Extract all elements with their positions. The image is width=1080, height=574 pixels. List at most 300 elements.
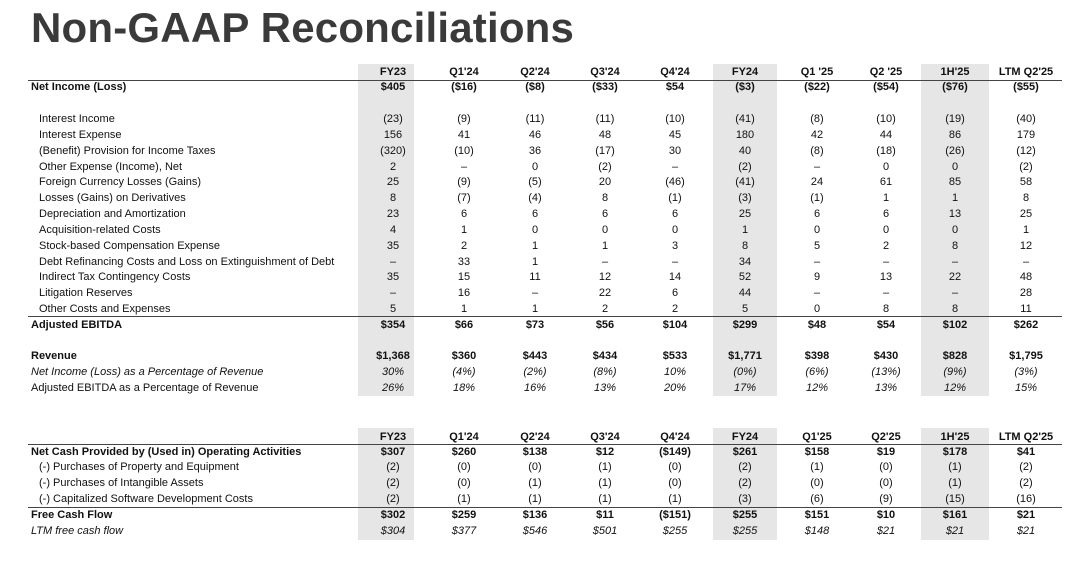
table-cell: 8 bbox=[951, 303, 959, 315]
table-cell: (0) bbox=[879, 461, 893, 473]
table-cell: $255 bbox=[662, 525, 688, 537]
table-cell: 30 bbox=[668, 145, 682, 157]
table-cell: 1 bbox=[531, 240, 539, 252]
table-cell: (15) bbox=[945, 493, 965, 505]
col-header: Q2'24 bbox=[520, 66, 550, 78]
table-cell: 16% bbox=[523, 382, 547, 394]
row-label: Indirect Tax Contingency Costs bbox=[39, 271, 191, 283]
row-label: Stock-based Compensation Expense bbox=[39, 240, 220, 252]
table-cell: 13% bbox=[593, 382, 617, 394]
table-cell: $299 bbox=[732, 319, 758, 331]
table-cell: $161 bbox=[942, 509, 968, 521]
table-cell: 44 bbox=[738, 287, 752, 299]
table-cell: $398 bbox=[804, 350, 830, 362]
table-cell: (0) bbox=[457, 477, 471, 489]
table-cell: $66 bbox=[454, 319, 474, 331]
table-cell: (2) bbox=[738, 161, 752, 173]
table-cell: (2) bbox=[386, 477, 400, 489]
table-cell: $21 bbox=[1016, 509, 1036, 521]
table-cell: (6) bbox=[810, 493, 824, 505]
table-cell: 22 bbox=[598, 287, 612, 299]
table-cell: 61 bbox=[879, 176, 893, 188]
table-cell: 5 bbox=[389, 303, 397, 315]
table-cell: $377 bbox=[451, 525, 477, 537]
col-header: Q2'25 bbox=[871, 431, 901, 443]
table-cell: (2) bbox=[738, 477, 752, 489]
table-cell: ($54) bbox=[873, 81, 899, 93]
table-cell: 15% bbox=[1014, 382, 1038, 394]
table-cell: (26) bbox=[945, 145, 965, 157]
table-cell: 6 bbox=[671, 287, 679, 299]
table-cell: (9) bbox=[457, 176, 471, 188]
col-header: FY24 bbox=[731, 431, 759, 443]
table-cell: (3) bbox=[738, 192, 752, 204]
table-cell: 5 bbox=[741, 303, 749, 315]
table-cell: (12) bbox=[1016, 145, 1036, 157]
row-label: Other Costs and Expenses bbox=[39, 303, 171, 315]
table-cell: (11) bbox=[595, 113, 615, 125]
table-cell: 30% bbox=[381, 366, 405, 378]
table-cell: (40) bbox=[1016, 113, 1036, 125]
table-cell: (8) bbox=[810, 145, 824, 157]
table-cell: ($33) bbox=[592, 81, 618, 93]
table-cell: ($16) bbox=[451, 81, 477, 93]
table-cell: (2) bbox=[738, 461, 752, 473]
table-cell: (2%) bbox=[523, 366, 547, 378]
table-cell: (17) bbox=[595, 145, 615, 157]
table-cell: $158 bbox=[804, 446, 830, 458]
table-cell: $178 bbox=[942, 446, 968, 458]
table-cell: 8 bbox=[951, 240, 959, 252]
table-row bbox=[0, 492, 1080, 507]
table-cell: (9%) bbox=[943, 366, 967, 378]
table-cell: 34 bbox=[738, 256, 752, 268]
table-header-2 bbox=[0, 430, 1080, 445]
table-cell: ($151) bbox=[659, 509, 691, 521]
table-cell: 12% bbox=[943, 382, 967, 394]
table-cell: 6 bbox=[460, 208, 468, 220]
table-cell: 179 bbox=[1016, 129, 1036, 141]
table-cell: $54 bbox=[665, 81, 685, 93]
table-cell: (1) bbox=[528, 477, 542, 489]
row-label: LTM free cash flow bbox=[31, 525, 124, 537]
table-cell: (1) bbox=[948, 461, 962, 473]
table-cell: 48 bbox=[598, 129, 612, 141]
table-cell: 14 bbox=[668, 271, 682, 283]
table-cell: 18% bbox=[452, 382, 476, 394]
table-cell: (2) bbox=[386, 493, 400, 505]
table-cell: (10) bbox=[454, 145, 474, 157]
table-cell: 58 bbox=[1019, 176, 1033, 188]
table-cell: (0%) bbox=[733, 366, 757, 378]
col-header: Q2 '25 bbox=[869, 66, 903, 78]
row-label: (-) Purchases of Intangible Assets bbox=[39, 477, 204, 489]
table-cell: 2 bbox=[601, 303, 609, 315]
table-cell: (9) bbox=[457, 113, 471, 125]
table-cell: (1) bbox=[668, 493, 682, 505]
table-cell: ($76) bbox=[942, 81, 968, 93]
table-cell: (41) bbox=[735, 113, 755, 125]
col-header: Q1 '25 bbox=[800, 66, 834, 78]
table-cell: (18) bbox=[876, 145, 896, 157]
table-cell: – bbox=[460, 161, 468, 173]
table-cell: $261 bbox=[732, 446, 758, 458]
table-cell: 1 bbox=[531, 303, 539, 315]
table-cell: (11) bbox=[525, 113, 545, 125]
table-cell: $56 bbox=[595, 319, 615, 331]
row-label: Interest Expense bbox=[39, 129, 122, 141]
table-cell: $304 bbox=[380, 525, 406, 537]
table-row bbox=[0, 223, 1080, 238]
table-cell: 20% bbox=[663, 382, 687, 394]
table-cell: 22 bbox=[948, 271, 962, 283]
table-cell: – bbox=[951, 256, 959, 268]
table-cell: $430 bbox=[873, 350, 899, 362]
table-cell: 0 bbox=[882, 161, 890, 173]
table-cell: $443 bbox=[522, 350, 548, 362]
row-label: Net Income (Loss) bbox=[31, 81, 127, 93]
table-cell: 16 bbox=[457, 287, 471, 299]
table-cell: 8 bbox=[741, 240, 749, 252]
table-cell: 40 bbox=[738, 145, 752, 157]
table-row bbox=[0, 286, 1080, 301]
table-row bbox=[0, 175, 1080, 190]
table-cell: (1) bbox=[457, 493, 471, 505]
table-cell: (1) bbox=[598, 477, 612, 489]
table-cell: – bbox=[389, 287, 397, 299]
table-cell: (0) bbox=[528, 461, 542, 473]
table-cell: (0) bbox=[879, 477, 893, 489]
table-row bbox=[0, 207, 1080, 222]
table-cell: 2 bbox=[671, 303, 679, 315]
table-cell: 23 bbox=[386, 208, 400, 220]
col-header: Q3'24 bbox=[590, 66, 620, 78]
table-row bbox=[0, 460, 1080, 475]
row-label: Acquisition-related Costs bbox=[39, 224, 161, 236]
table-cell: $21 bbox=[1016, 525, 1036, 537]
table-cell: $260 bbox=[451, 446, 477, 458]
table-cell: $102 bbox=[942, 319, 968, 331]
table-cell: 1 bbox=[741, 224, 749, 236]
row-label: Losses (Gains) on Derivatives bbox=[39, 192, 186, 204]
table-cell: (320) bbox=[380, 145, 406, 157]
table-cell: 9 bbox=[813, 271, 821, 283]
table-cell: 8 bbox=[389, 192, 397, 204]
table-cell: (1) bbox=[810, 461, 824, 473]
table-cell: 17% bbox=[733, 382, 757, 394]
table-cell: $148 bbox=[804, 525, 830, 537]
table-cell: $1,795 bbox=[1009, 350, 1043, 362]
table-cell: (2) bbox=[386, 461, 400, 473]
table-cell: 46 bbox=[528, 129, 542, 141]
table-cell: 86 bbox=[948, 129, 962, 141]
table-cell: $138 bbox=[522, 446, 548, 458]
row-label: (Benefit) Provision for Income Taxes bbox=[39, 145, 216, 157]
table-cell: 1 bbox=[460, 224, 468, 236]
table-cell: 6 bbox=[531, 208, 539, 220]
table-cell: 0 bbox=[671, 224, 679, 236]
table-cell: $41 bbox=[1016, 446, 1036, 458]
table-cell: 33 bbox=[457, 256, 471, 268]
table-cell: 13 bbox=[879, 271, 893, 283]
table-row bbox=[0, 524, 1080, 539]
table-cell: $360 bbox=[451, 350, 477, 362]
table-cell: 2 bbox=[389, 161, 397, 173]
table-cell: ($3) bbox=[735, 81, 755, 93]
table-cell: 35 bbox=[386, 240, 400, 252]
table-cell: – bbox=[813, 287, 821, 299]
table-cell: $10 bbox=[876, 509, 896, 521]
row-label: (-) Purchases of Property and Equipment bbox=[39, 461, 239, 473]
table-cell: 25 bbox=[1019, 208, 1033, 220]
row-label: Foreign Currency Losses (Gains) bbox=[39, 176, 202, 188]
table-cell: (0) bbox=[668, 461, 682, 473]
table-row bbox=[0, 508, 1080, 523]
table-cell: $12 bbox=[595, 446, 615, 458]
row-label: (-) Capitalized Software Development Costs bbox=[39, 493, 253, 505]
table-cell: 28 bbox=[1019, 287, 1033, 299]
table-cell: – bbox=[813, 256, 821, 268]
table-cell: $1,771 bbox=[728, 350, 762, 362]
table-row bbox=[0, 128, 1080, 143]
row-label: Adjusted EBITDA as a Percentage of Revenue bbox=[31, 382, 259, 394]
table-cell: 12% bbox=[805, 382, 829, 394]
row-label: Other Expense (Income), Net bbox=[39, 161, 183, 173]
table-cell: 8 bbox=[601, 192, 609, 204]
table-cell: (0) bbox=[457, 461, 471, 473]
table-cell: (19) bbox=[945, 113, 965, 125]
table-cell: – bbox=[882, 287, 890, 299]
col-header: 1H'25 bbox=[940, 431, 970, 443]
table-cell: (46) bbox=[665, 176, 685, 188]
table-cell: (2) bbox=[598, 161, 612, 173]
table-row bbox=[0, 239, 1080, 254]
table-cell: 156 bbox=[383, 129, 403, 141]
table-cell: – bbox=[671, 161, 679, 173]
table-row bbox=[0, 80, 1080, 95]
table-cell: (0) bbox=[810, 477, 824, 489]
table-cell: (4) bbox=[528, 192, 542, 204]
table-cell: 0 bbox=[531, 161, 539, 173]
table-cell: (4%) bbox=[452, 366, 476, 378]
table-cell: 20 bbox=[598, 176, 612, 188]
table-cell: $151 bbox=[804, 509, 830, 521]
row-label: Depreciation and Amortization bbox=[39, 208, 186, 220]
row-label: Free Cash Flow bbox=[31, 509, 113, 521]
table-cell: 25 bbox=[386, 176, 400, 188]
table-cell: 1 bbox=[460, 303, 468, 315]
table-cell: 8 bbox=[1022, 192, 1030, 204]
col-header: FY23 bbox=[379, 431, 407, 443]
table-cell: $11 bbox=[596, 509, 614, 521]
table-cell: 48 bbox=[1019, 271, 1033, 283]
table-cell: 0 bbox=[951, 161, 959, 173]
table-cell: $307 bbox=[380, 446, 406, 458]
table-cell: $302 bbox=[380, 509, 406, 521]
table-cell: 1 bbox=[601, 240, 609, 252]
table-cell: $255 bbox=[732, 525, 758, 537]
table-cell: (2) bbox=[1019, 161, 1033, 173]
table-cell: (41) bbox=[735, 176, 755, 188]
table-cell: (3) bbox=[738, 493, 752, 505]
table-cell: 26% bbox=[381, 382, 405, 394]
table-cell: 36 bbox=[528, 145, 542, 157]
table-cell: 3 bbox=[671, 240, 679, 252]
col-header: Q3'24 bbox=[590, 431, 620, 443]
table-cell: ($8) bbox=[525, 81, 545, 93]
table-cell: (1) bbox=[948, 477, 962, 489]
table-cell: $21 bbox=[876, 525, 896, 537]
table-cell: (1) bbox=[528, 493, 542, 505]
col-header: FY24 bbox=[731, 66, 759, 78]
table-cell: (2) bbox=[1019, 461, 1033, 473]
table-cell: $136 bbox=[522, 509, 548, 521]
table-cell: 0 bbox=[813, 303, 821, 315]
table-row bbox=[0, 381, 1080, 396]
table-cell: 4 bbox=[389, 224, 397, 236]
table-cell: $1,368 bbox=[376, 350, 410, 362]
table-cell: 0 bbox=[951, 224, 959, 236]
table-cell: 15 bbox=[457, 271, 471, 283]
table-cell: (9) bbox=[879, 493, 893, 505]
table-cell: 52 bbox=[738, 271, 752, 283]
table-cell: (0) bbox=[668, 477, 682, 489]
table-cell: ($55) bbox=[1013, 81, 1039, 93]
table-cell: $828 bbox=[942, 350, 968, 362]
table-cell: (5) bbox=[528, 176, 542, 188]
table-cell: (2) bbox=[1019, 477, 1033, 489]
table-cell: $104 bbox=[662, 319, 688, 331]
table-cell: – bbox=[1022, 256, 1030, 268]
table-cell: (23) bbox=[383, 113, 403, 125]
table-cell: 13% bbox=[874, 382, 898, 394]
table-cell: 35 bbox=[386, 271, 400, 283]
table-cell: – bbox=[813, 161, 821, 173]
col-header: Q4'24 bbox=[660, 431, 690, 443]
col-header: FY23 bbox=[379, 66, 407, 78]
table-row bbox=[0, 365, 1080, 380]
table-cell: (10) bbox=[665, 113, 685, 125]
col-header: Q2'24 bbox=[520, 431, 550, 443]
table-cell: – bbox=[951, 287, 959, 299]
table-cell: $501 bbox=[592, 525, 618, 537]
table-cell: (1) bbox=[598, 461, 612, 473]
table-cell: 44 bbox=[879, 129, 893, 141]
table-cell: $73 bbox=[525, 319, 545, 331]
table-cell: ($149) bbox=[659, 446, 691, 458]
table-cell: 1 bbox=[882, 192, 890, 204]
table-cell: 45 bbox=[668, 129, 682, 141]
table-cell: 2 bbox=[460, 240, 468, 252]
table-cell: 25 bbox=[738, 208, 752, 220]
table-cell: 1 bbox=[951, 192, 959, 204]
col-header: LTM Q2'25 bbox=[998, 66, 1054, 78]
table-cell: 11 bbox=[1020, 303, 1032, 315]
row-label: Revenue bbox=[31, 350, 77, 362]
table-cell: 6 bbox=[671, 208, 679, 220]
table-cell: – bbox=[601, 256, 609, 268]
table-cell: $255 bbox=[732, 509, 758, 521]
row-label: Litigation Reserves bbox=[39, 287, 133, 299]
table-cell: 1 bbox=[1022, 224, 1030, 236]
table-cell: 5 bbox=[813, 240, 821, 252]
table-cell: $48 bbox=[807, 319, 827, 331]
col-header: LTM Q2'25 bbox=[998, 431, 1054, 443]
table-cell: 0 bbox=[813, 224, 821, 236]
table-cell: (1) bbox=[810, 192, 824, 204]
table-cell: $21 bbox=[945, 525, 965, 537]
table-cell: 1 bbox=[531, 256, 539, 268]
table-cell: (10) bbox=[876, 113, 896, 125]
table-cell: $434 bbox=[592, 350, 618, 362]
table-cell: $546 bbox=[522, 525, 548, 537]
table-cell: 41 bbox=[457, 129, 471, 141]
row-label: Interest Income bbox=[39, 113, 115, 125]
table-cell: 8 bbox=[882, 303, 890, 315]
table-cell: 10% bbox=[663, 366, 687, 378]
table-cell: (6%) bbox=[805, 366, 829, 378]
table-row bbox=[0, 476, 1080, 491]
table-row bbox=[0, 112, 1080, 127]
table-cell: (8) bbox=[810, 113, 824, 125]
table-cell: 11 bbox=[529, 271, 541, 283]
table-cell: $19 bbox=[876, 446, 896, 458]
row-label: Net Income (Loss) as a Percentage of Revenue bbox=[31, 366, 264, 378]
table-cell: 13 bbox=[948, 208, 962, 220]
table-cell: (13%) bbox=[871, 366, 901, 378]
table-row bbox=[0, 445, 1080, 460]
col-header: Q1'24 bbox=[449, 66, 479, 78]
table-cell: $259 bbox=[451, 509, 477, 521]
col-header: 1H'25 bbox=[940, 66, 970, 78]
table-cell: – bbox=[531, 287, 539, 299]
table-row bbox=[0, 349, 1080, 364]
table-cell: 42 bbox=[810, 129, 824, 141]
table-cell: (1) bbox=[668, 192, 682, 204]
table-cell: $54 bbox=[876, 319, 896, 331]
table-row bbox=[0, 160, 1080, 175]
table-cell: 180 bbox=[735, 129, 755, 141]
table-row bbox=[0, 191, 1080, 206]
table-row bbox=[0, 144, 1080, 159]
table-cell: $354 bbox=[380, 319, 406, 331]
table-cell: (16) bbox=[1016, 493, 1036, 505]
table-cell: 6 bbox=[601, 208, 609, 220]
table-cell: 12 bbox=[1019, 240, 1033, 252]
table-cell: (3%) bbox=[1014, 366, 1038, 378]
table-cell: 85 bbox=[948, 176, 962, 188]
table-cell: – bbox=[882, 256, 890, 268]
row-label: Adjusted EBITDA bbox=[31, 319, 123, 331]
table-cell: – bbox=[671, 256, 679, 268]
col-header: Q1'25 bbox=[802, 431, 832, 443]
table-cell: 6 bbox=[882, 208, 890, 220]
table-row bbox=[0, 255, 1080, 270]
row-label: Net Cash Provided by (Used in) Operating Activities bbox=[31, 446, 302, 458]
table-cell: $262 bbox=[1013, 319, 1039, 331]
table-cell: 0 bbox=[601, 224, 609, 236]
table-cell: $405 bbox=[380, 81, 406, 93]
table-cell: 6 bbox=[813, 208, 821, 220]
table-cell: 0 bbox=[882, 224, 890, 236]
table-cell: (8%) bbox=[593, 366, 617, 378]
table-header-1 bbox=[0, 65, 1080, 80]
table-cell: ($22) bbox=[804, 81, 830, 93]
table-row bbox=[0, 270, 1080, 285]
table-cell: – bbox=[389, 256, 397, 268]
table-cell: 2 bbox=[882, 240, 890, 252]
page-title: Non-GAAP Reconciliations bbox=[31, 4, 575, 51]
